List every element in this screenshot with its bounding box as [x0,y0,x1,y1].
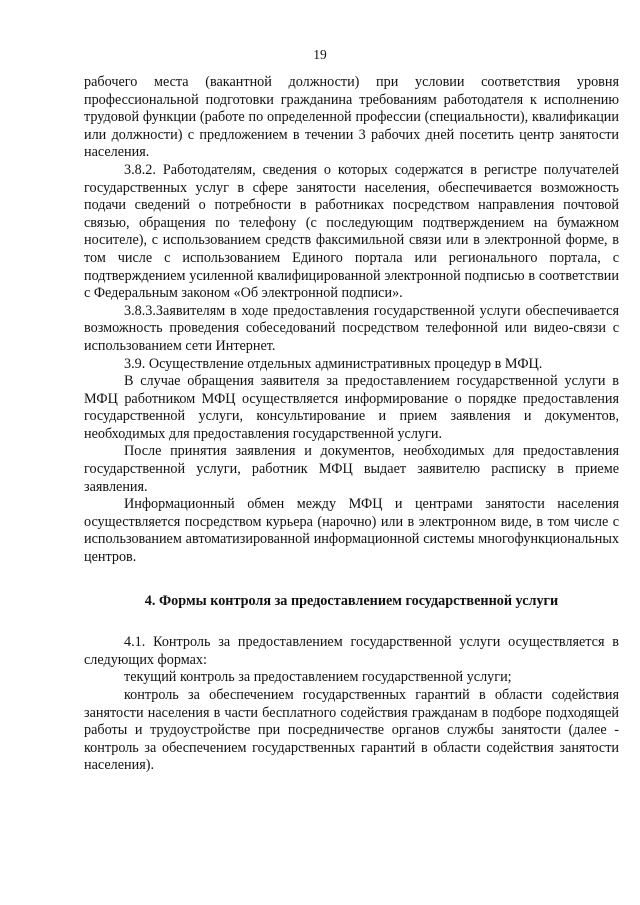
paragraph-current-control: текущий контроль за предоставлением государственной услуги; [124,669,512,686]
paragraph-information-exchange: Информационный обмен между МФЦ и центрами занятости населения осуществляется посредством курьера (нарочно) или в электронном виде, в том числе с использованием автоматизированной информационной системы многофункциональных центров. [84,496,619,566]
paragraph-3-8-3: 3.8.3.Заявителям в ходе предоставления государственной услуги обеспечивается возможность проведения собеседований посредством телефонной или видео-связи с использованием сети Интернет. [84,302,619,354]
page-number: 19 [313,47,327,62]
paragraph-3-8-2: 3.8.2. Работодателям, сведения о которых содержатся в регистре получателей государственных услуг в сфере занятости населения, обеспечивается возможность подачи сведений о потребности в работниках посредством направления почтовой связью, обращения по телефону (с последующим подтверждением на бумажном носителе), с использованием средств факсимильной связи или в электронной форме, в том числе с использованием Единого портала или регионального портала, с подтверждением усиленной квалифицированной электронной подписью в соответствии с Федеральным законом «Об электронной подписи». [84,161,619,302]
paragraph-mfc-receipt: После принятия заявления и документов, необходимых для предоставления государственной услуги, работник МФЦ выдает заявителю расписку в приеме заявления. [84,443,619,495]
paragraph-3-9: 3.9. Осуществление отдельных административных процедур в МФЦ. [124,355,543,372]
paragraph-4-1: 4.1. Контроль за предоставлением государственной услуги осуществляется в следующих формах: [84,634,619,668]
paragraph-continuation: рабочего места (вакантной должности) при условии соответствия уровня профессиональной подготовки гражданина требованиям работодателя к исполнению трудовой функции (работе по определенной профессии (специальности), квалификации или должности) с предложением в течении 3 рабочих дней посетить центр занятости населения. [84,74,619,161]
paragraph-mfc-informing: В случае обращения заявителя за предоставлением государственной услуги в МФЦ работником МФЦ осуществляется информирование о порядке предоставления государственной услуги, консультирование и прием заявления и документов, необходимых для предоставления государственной услуги. [84,373,619,442]
paragraph-guarantees-control: контроль за обеспечением государственных гарантий в области содействия занятости населения в части бесплатного содействия гражданам в подборе подходящей работы и трудоустройстве при посредничестве органов службы занятости (далее - контроль за обеспечением государственных гарантий в области содействия занятости населения). [84,687,619,774]
document-body [84,74,619,775]
section-heading: 4. Формы контроля за предоставлением государственной услуги [144,592,559,609]
